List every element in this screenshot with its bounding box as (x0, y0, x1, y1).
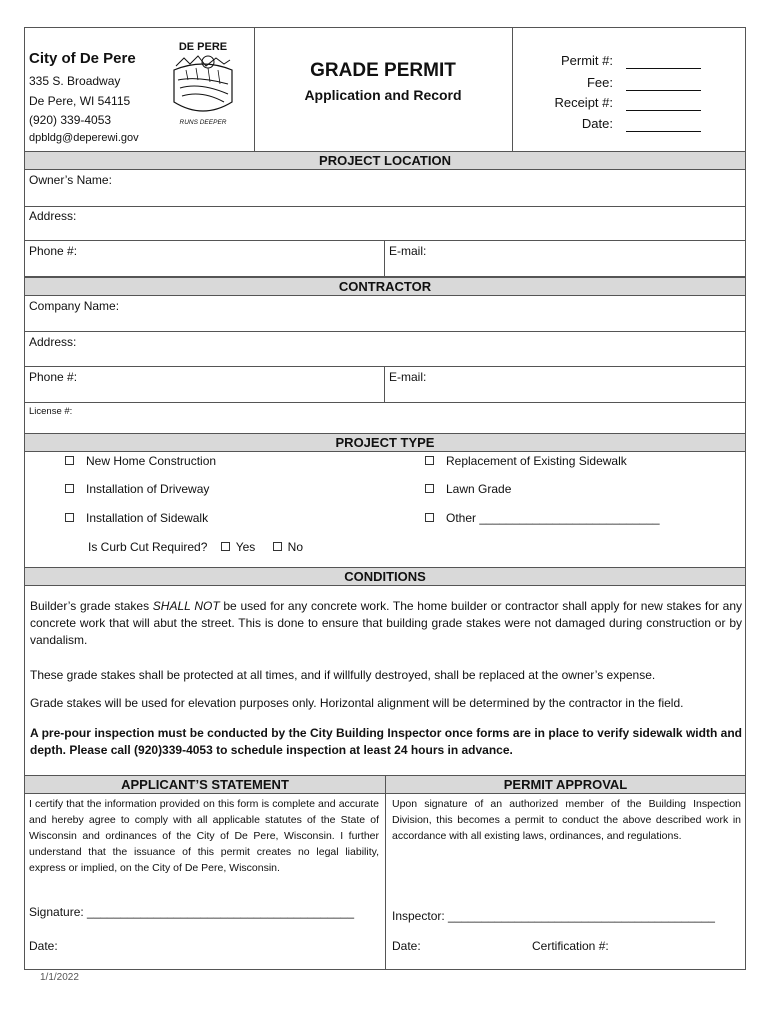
project-location-heading: PROJECT LOCATION (25, 151, 745, 170)
receipt-label: Receipt #: (554, 95, 613, 110)
form-title: GRADE PERMIT (310, 60, 456, 81)
permit-approval-text: Upon signature of an authorized member of the Building Inspection Division, this becomes a permit to conduct the above described work in accordance with all existing laws, ordinances, and regulations. (392, 798, 741, 842)
contractor-address-field[interactable] (25, 332, 745, 367)
condition-paragraph-1: Builder’s grade stakes SHALL NOT be used for any concrete work. The home builder or contractor shall apply for new stakes for any concrete work that will abut the street. This is done to ensure that building grade stakes were not damaged during construction or by vandalism. (30, 599, 743, 647)
condition-paragraph-4: A pre-pour inspection must be conducted by the City Building Inspector once forms are in place to verify sidewalk width and depth. Please call (920)339-4053 to schedule inspection at least 24 hours in advance. (30, 726, 742, 757)
curb-cut-question: Is Curb Cut Required? (88, 540, 208, 554)
option-lawn-grade[interactable]: Lawn Grade (425, 482, 511, 496)
curb-cut-no[interactable]: No (273, 540, 303, 554)
contractor-phone-label: Phone #: (29, 370, 78, 384)
curb-cut-yes[interactable]: Yes (221, 540, 256, 554)
date-label: Date: (581, 116, 613, 131)
de-pere-logo (168, 40, 238, 128)
receipt-field[interactable] (626, 109, 701, 111)
form-subtitle: Application and Record (304, 87, 462, 103)
location-email-label: E-mail: (389, 244, 427, 258)
checkbox-icon (273, 542, 282, 551)
fee-field[interactable] (626, 89, 701, 91)
location-address-field[interactable] (25, 207, 745, 241)
applicant-statement-text: I certify that the information provided on this form is complete and accurate and hereby agree to comply with all applicable statutes of the State of Wisconsin and ordinances of the City of De Pere, Wisconsin. I further understand that the issuance of this permit creates no legal liability, express or implied, on the City of De Pere, Wisconsin. (29, 798, 379, 874)
option-sidewalk[interactable]: Installation of Sidewalk (65, 511, 208, 525)
contractor-address-label: Address: (29, 335, 77, 349)
option-other[interactable]: Other ___________________________ (425, 511, 660, 525)
checkbox-icon (65, 513, 74, 522)
license-field[interactable] (25, 403, 745, 433)
license-label: License #: (29, 406, 73, 417)
project-type-heading: PROJECT TYPE (25, 433, 745, 452)
option-driveway[interactable]: Installation of Driveway (65, 482, 209, 496)
form-header (25, 28, 745, 151)
contractor-email-label: E-mail: (389, 370, 427, 384)
applicant-statement-heading: APPLICANT’S STATEMENT (121, 777, 289, 792)
office-email: dpbldg@deperewi.gov (29, 132, 139, 144)
condition-paragraph-2: These grade stakes shall be protected at all times, and if willfully destroyed, shall be replaced at the owner’s expense. (30, 668, 656, 682)
permit-approval-heading: PERMIT APPROVAL (503, 777, 628, 792)
location-phone-label: Phone #: (29, 244, 78, 258)
contractor-contact-row (25, 367, 745, 403)
contractor-heading: CONTRACTOR (25, 277, 745, 296)
certification-number-field[interactable]: Certification #: (532, 939, 609, 953)
street-address: 335 S. Broadway (29, 74, 121, 88)
checkbox-icon (65, 456, 74, 465)
company-name-label: Company Name: (29, 299, 120, 313)
approval-date-field[interactable]: Date: (392, 939, 421, 953)
checkbox-icon (425, 484, 434, 493)
owner-name-field[interactable] (25, 170, 745, 207)
city-state-zip: De Pere, WI 54115 (29, 94, 131, 108)
signature-field[interactable]: Signature: ________________________________________ (29, 905, 354, 919)
inspector-signature-field[interactable]: Inspector: ________________________________________ (392, 909, 715, 923)
option-replacement-sidewalk[interactable]: Replacement of Existing Sidewalk (425, 454, 627, 468)
logo-bottom-text: RUNS DEEPER (179, 119, 227, 126)
checkbox-icon (425, 513, 434, 522)
grade-permit-form (24, 27, 746, 970)
permit-number-label: Permit #: (560, 53, 613, 68)
option-new-home[interactable]: New Home Construction (65, 454, 216, 468)
checkbox-icon (65, 484, 74, 493)
location-address-label: Address: (29, 209, 77, 223)
curb-cut-row (88, 540, 303, 554)
conditions-heading: CONDITIONS (25, 567, 745, 586)
permit-number-field[interactable] (626, 67, 701, 69)
applicant-date-field[interactable]: Date: (29, 939, 58, 953)
company-name-field[interactable] (25, 296, 745, 332)
condition-paragraph-3: Grade stakes will be used for elevation purposes only. Horizontal alignment will be determined by the contractor in the field. (30, 696, 684, 710)
checkbox-icon (221, 542, 230, 551)
location-contact-row (25, 241, 745, 277)
revision-date: 1/1/2022 (40, 972, 79, 983)
date-field[interactable] (626, 130, 701, 132)
office-phone: (920) 339-4053 (29, 113, 112, 127)
logo-top-text: DE PERE (178, 41, 228, 53)
city-name: City of De Pere (29, 50, 136, 67)
fee-label: Fee: (586, 75, 613, 90)
checkbox-icon (425, 456, 434, 465)
owner-name-label: Owner’s Name: (29, 173, 112, 187)
